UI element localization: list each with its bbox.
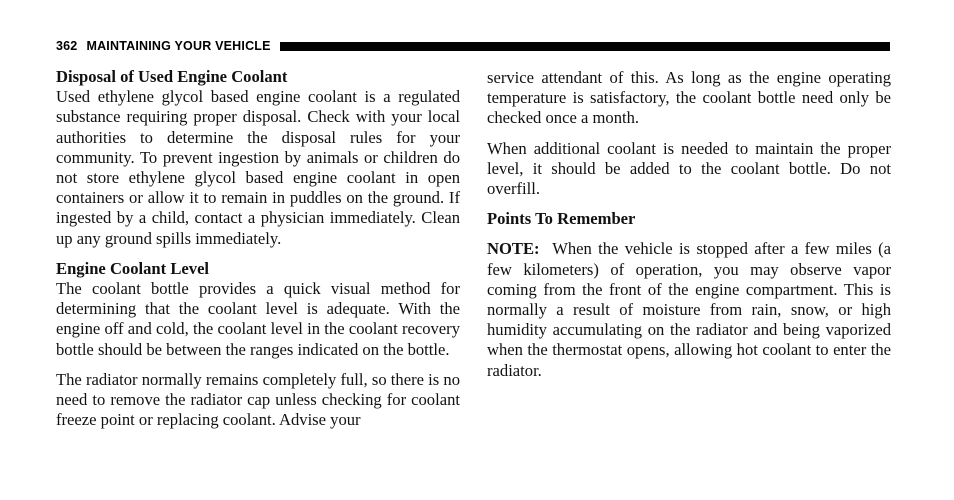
page-number: 362 <box>56 39 78 53</box>
right-column <box>487 68 891 381</box>
points-heading: Points To Remember <box>487 209 636 229</box>
header-rule <box>280 42 890 51</box>
section-title: MAINTAINING YOUR VEHICLE <box>86 39 271 53</box>
note-label: NOTE: <box>487 239 540 259</box>
continued-paragraph: service attendant of this. As long as the engine operating temperature is satisfactory, the coolant bottle need only be checked once a month. <box>487 68 891 128</box>
left-column <box>56 67 460 430</box>
radiator-paragraph: The radiator normally remains completely full, so there is no need to remove the radiator cap unless checking for coolant freeze point or replacing coolant. Advise your <box>56 369 460 430</box>
note-paragraph <box>487 239 891 380</box>
coolant-level-heading: Engine Coolant Level <box>56 258 210 278</box>
additional-coolant-paragraph: When additional coolant is needed to maintain the proper level, it should be added to the coolant bottle. Do not overfill. <box>487 138 891 199</box>
page-header <box>56 36 890 56</box>
note-text: When the vehicle is stopped after a few miles (a few kilometers) of operation, you may observe vapor coming from the front of the engine compartment. This is normally a result of moisture from rain, snow, or high humidity accumulating on the radiator and being vaporized when the thermostat opens, allowing hot coolant to enter the radiator. <box>487 239 891 380</box>
disposal-heading: Disposal of Used Engine Coolant <box>56 67 288 86</box>
coolant-level-paragraph: The coolant bottle provides a quick visual method for determining that the coolant level is adequate. With the engine off and cold, the coolant level in the coolant recovery bottle should be between the ranges indicated on the bottle. <box>56 279 460 359</box>
disposal-paragraph: Used ethylene glycol based engine coolant is a regulated substance requiring proper disposal. Check with your local authorities to determine the disposal rules for your community. To prevent ingestion by animals or children do not store ethylene glycol based engine coolant in open containers or allow it to remain in puddles on the ground. If ingested by a child, contact a physician immediately. Clean up any ground spills immediately. <box>56 87 460 248</box>
